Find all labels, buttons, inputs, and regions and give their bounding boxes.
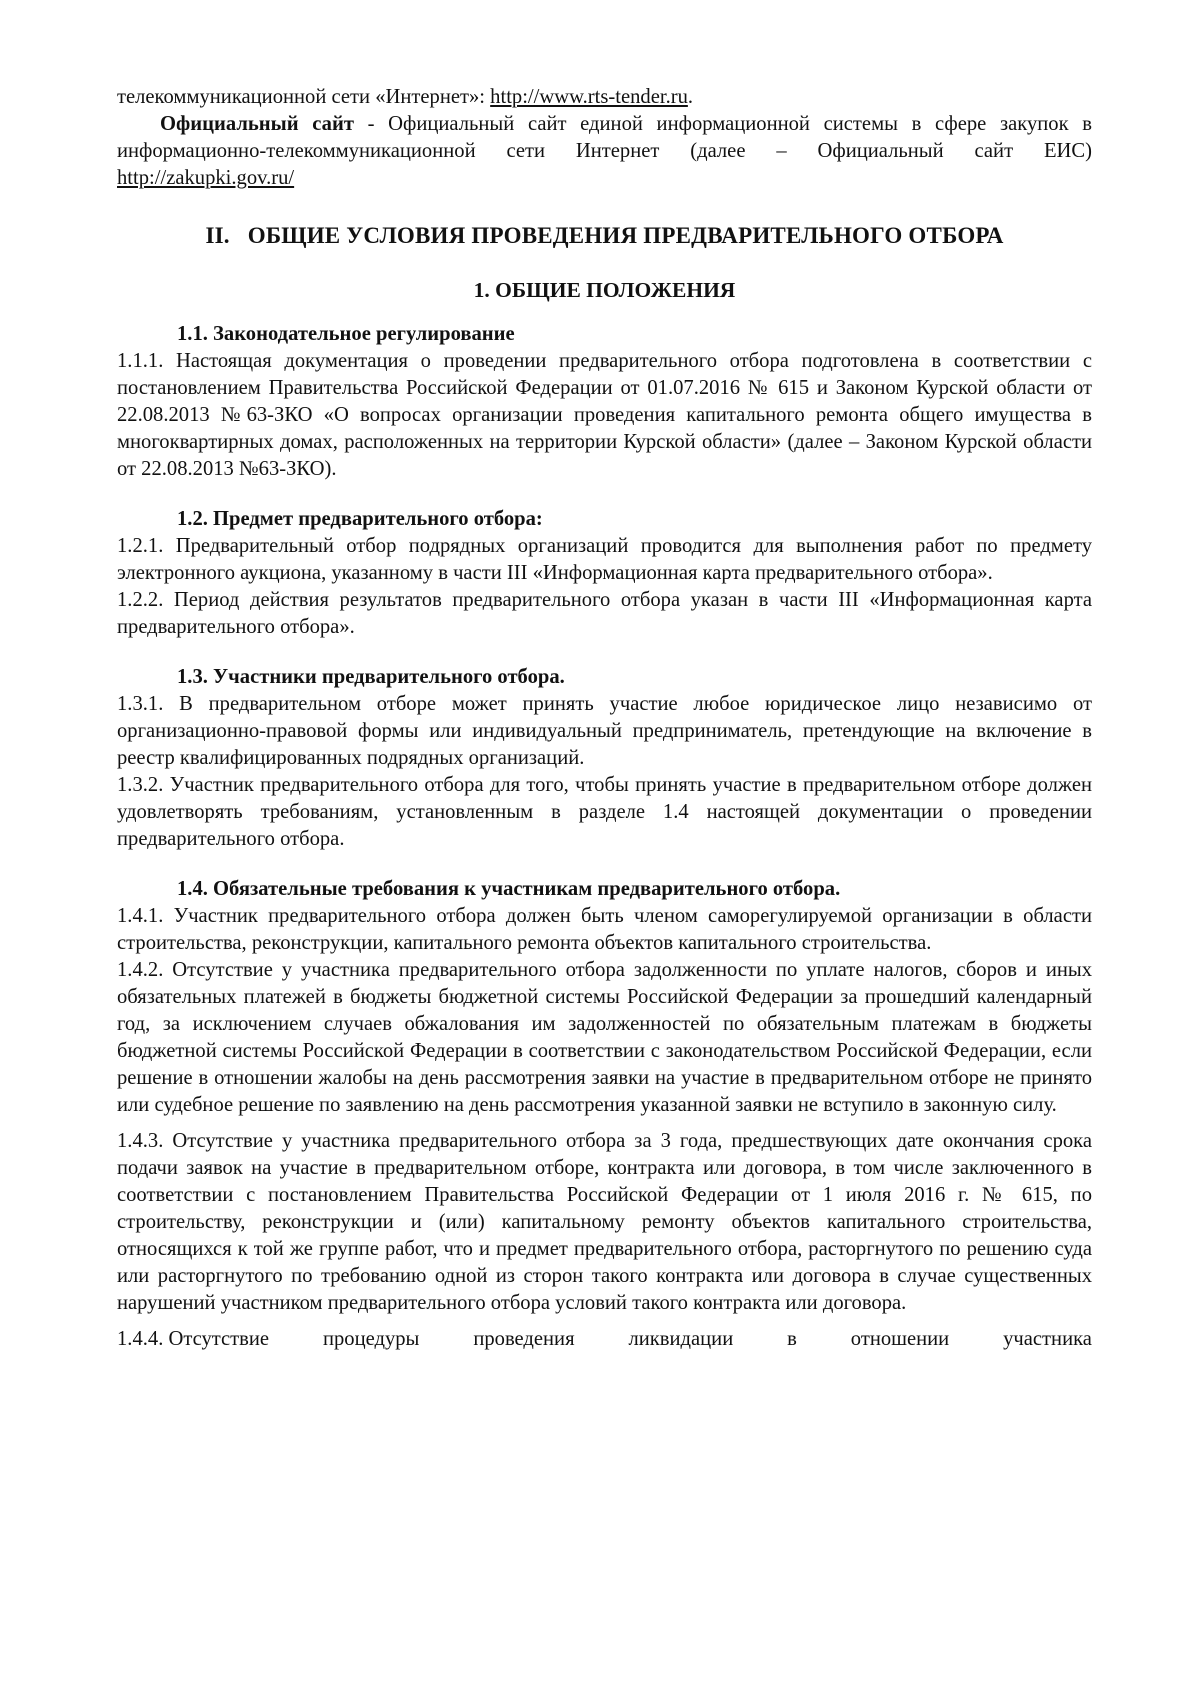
intro-period: . bbox=[687, 86, 694, 108]
paragraph-1-3-1: 1.3.1. В предварительном отборе может принять участие любое юридическое лицо независимо от организационно-правовой формы или индивидуальный предприниматель, претендующие на включение в реестр квалифицированных подрядных организаций. bbox=[117, 693, 1092, 769]
word: процедуры bbox=[322, 1328, 420, 1350]
official-site-definition bbox=[117, 111, 1092, 192]
chapter-heading: 1. ОБЩИЕ ПОЛОЖЕНИЯ bbox=[473, 278, 736, 302]
paragraph-1-3-2: 1.3.2. Участник предварительного отбора для того, чтобы принять участие в предварительном отборе должен удовлетворять требованиям, установленным в разделе 1.4 настоящей документации о проведении предварительного отбора. bbox=[117, 774, 1092, 850]
paragraph-1-2-1: 1.2.1. Предварительный отбор подрядных организаций проводится для выполнения работ по предмету электронного аукциона, указанному в части III «Информационная карта предварительного отбора». bbox=[117, 535, 1092, 584]
paragraph-1-1-1: 1.1.1. Настоящая документация о проведении предварительного отбора подготовлена в соответствии с постановлением Правительства Российской Федерации от 01.07.2016 № 615 и Законом Курской области от 22.08.2013 №63-ЗКО «О вопросах организации проведения капитального ремонта общего имущества в многоквартирных домах, расположенных на территории Курской области» (далее – Законом Курской области от 22.08.2013 №63-ЗКО). bbox=[117, 350, 1092, 480]
word: проведения bbox=[473, 1328, 575, 1350]
paragraph-1-2-2: 1.2.2. Период действия результатов предварительного отбора указан в части III «Информационная карта предварительного отбора». bbox=[117, 589, 1092, 638]
official-site-term: Официальный сайт bbox=[160, 113, 354, 135]
zakupki-link[interactable]: http://zakupki.gov.ru/ bbox=[117, 167, 295, 189]
paragraph-1-4-3: 1.4.3. Отсутствие у участника предварительного отбора за 3 года, предшествующих дате окончания срока подачи заявок на участие в предварительном отборе, контракта или договора, в том числе заключенного в соответствии с постановлением Правительства Российской Федерации от 1 июля 2016 г. № 615, по строительству, реконструкции и (или) капитальному ремонту объектов капитального строительства, относящихся к той же группе работ, что и предмет предварительного отбора, расторгнутого по решению суда или расторгнутого по требованию одной из сторон такого контракта или договора в случае существенных нарушений участником предварительного отбора условий такого контракта или договора. bbox=[117, 1130, 1092, 1314]
word: отношении bbox=[850, 1328, 950, 1350]
section-number: II. bbox=[205, 223, 230, 248]
subsection-1-2-title: 1.2. Предмет предварительного отбора: bbox=[177, 508, 543, 530]
word: 1.4.4. Отсутствие bbox=[117, 1328, 270, 1350]
subsection-1-3-title: 1.3. Участники предварительного отбора. bbox=[177, 666, 565, 688]
section-heading bbox=[117, 221, 1092, 251]
subsection-1-4-title: 1.4. Обязательные требования к участникам предварительного отбора. bbox=[177, 878, 841, 900]
intro-text: телекоммуникационной сети «Интернет»: bbox=[117, 86, 491, 108]
paragraph-1-4-4 bbox=[117, 1326, 1092, 1353]
paragraph-1-4-1: 1.4.1. Участник предварительного отбора должен быть членом саморегулируемой организации в области строительства, реконструкции, капитального ремонта объектов капитального строительства. bbox=[117, 905, 1092, 954]
rts-tender-link[interactable]: http://www.rts-tender.ru bbox=[490, 86, 688, 108]
subsection-1-1-title: 1.1. Законодательное регулирование bbox=[177, 323, 515, 345]
section-title: ОБЩИЕ УСЛОВИЯ ПРОВЕДЕНИЯ ПРЕДВАРИТЕЛЬНОГО ОТБОРА bbox=[247, 223, 1004, 248]
word: участника bbox=[1003, 1328, 1092, 1350]
intro-line bbox=[117, 84, 1092, 111]
word: в bbox=[787, 1328, 797, 1350]
paragraph-1-4-2: 1.4.2. Отсутствие у участника предварительного отбора задолженности по уплате налогов, сборов и иных обязательных платежей в бюджеты бюджетной системы Российской Федерации за прошедший календарный год, за исключением случаев обжалования им задолженностей по обязательным платежам в бюджеты бюджетной системы Российской Федерации в соответствии с законодательством Российской Федерации, если решение в отношении жалобы на день рассмотрения заявки на участие в предварительном отборе не принято или судебное решение по заявлению на день рассмотрения указанной заявки не вступило в законную силу. bbox=[117, 959, 1092, 1116]
official-site-def: - Официальный сайт единой информационной системы в сфере закупок в информационно-телекоммуникационной сети Интернет (далее – Официальный сайт ЕИС) bbox=[117, 113, 1092, 162]
word: ликвидации bbox=[628, 1328, 734, 1350]
